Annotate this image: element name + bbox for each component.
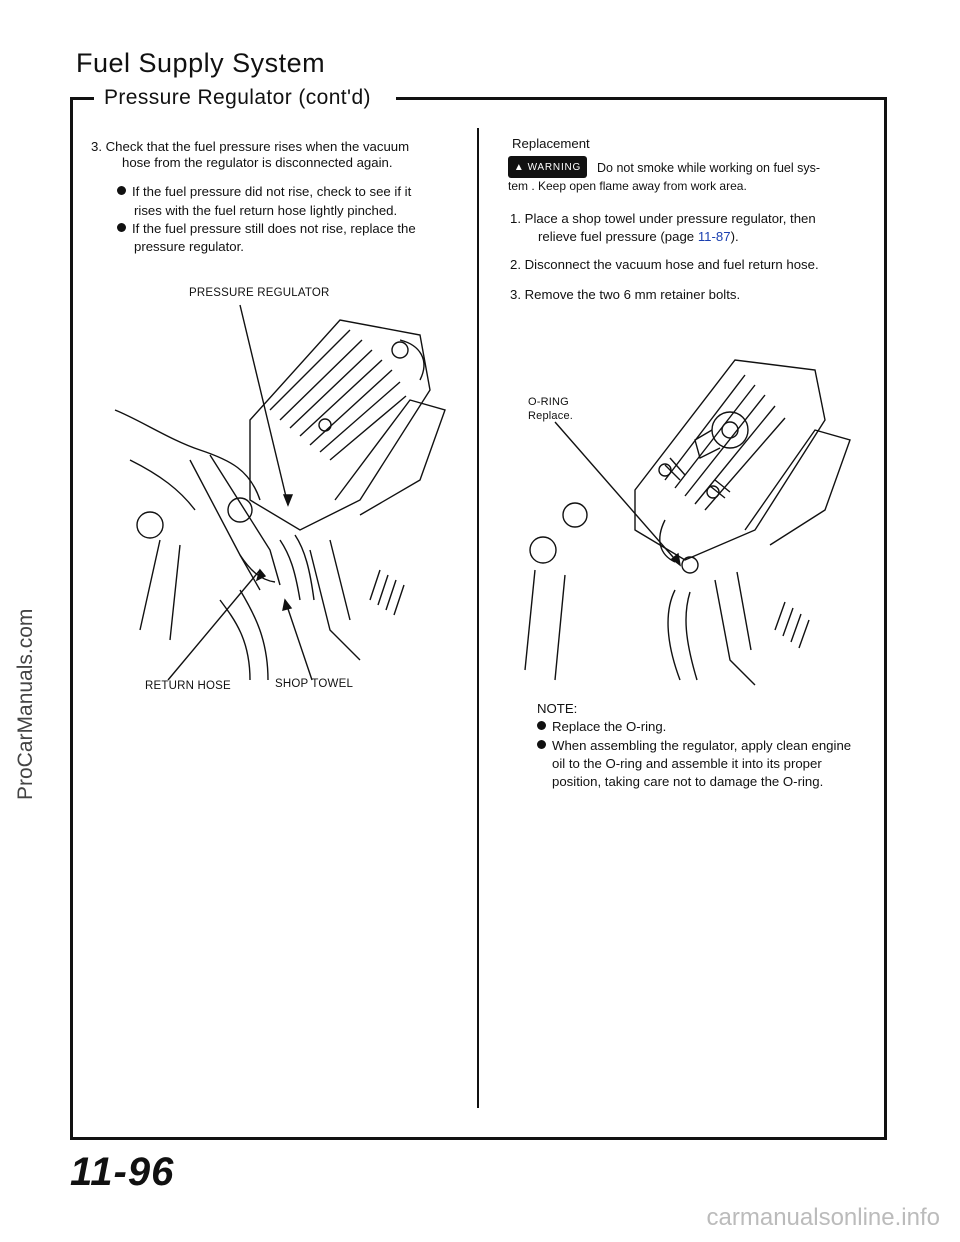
bullet-dot bbox=[117, 223, 126, 232]
note-1 bbox=[537, 718, 666, 736]
warning-badge-label: WARNING bbox=[527, 161, 582, 173]
label-return-hose: RETURN HOSE bbox=[145, 680, 231, 692]
column-divider bbox=[477, 128, 479, 1108]
warning-line-1: Do not smoke while working on fuel sys- bbox=[597, 161, 821, 175]
page-number: 11-96 bbox=[70, 1150, 175, 1194]
replace-step-3: 3. Remove the two 6 mm retainer bolts. bbox=[510, 287, 741, 302]
note-title: NOTE: bbox=[537, 701, 578, 716]
section-subtitle: Pressure Regulator (cont'd) bbox=[104, 86, 371, 109]
note-2-line-2: oil to the O-ring and assemble it into its proper bbox=[552, 756, 822, 771]
bullet-1-line-2: rises with the fuel return hose lightly pinched. bbox=[134, 203, 398, 218]
note-2-line-3: position, taking care not to damage the O-ring. bbox=[552, 774, 824, 789]
figure-regulator-replacement bbox=[515, 340, 865, 695]
bullet-1-line-1: If the fuel pressure did not rise, check to see if it bbox=[132, 184, 412, 199]
footer-watermark: carmanualsonline.info bbox=[706, 1204, 940, 1231]
bullet-2 bbox=[117, 220, 416, 238]
bullet-2-line-2: pressure regulator. bbox=[134, 239, 244, 254]
replace-step-2: 2. Disconnect the vacuum hose and fuel return hose. bbox=[510, 257, 819, 272]
label-shop-towel: SHOP TOWEL bbox=[275, 678, 354, 690]
replace-step-1-line-1: 1. Place a shop towel under pressure regulator, then bbox=[510, 211, 816, 226]
bullet-dot bbox=[117, 186, 126, 195]
label-oring: O-RING bbox=[528, 396, 569, 408]
page-title: Fuel Supply System bbox=[76, 48, 326, 78]
page-link-11-87[interactable]: 11-87 bbox=[697, 229, 731, 244]
figure-pressure-regulator-check bbox=[100, 300, 470, 695]
step-3-line-2: hose from the regulator is disconnected again. bbox=[122, 155, 393, 170]
warning-triangle-icon: ▲ bbox=[513, 161, 525, 173]
side-watermark: ProCarManuals.com bbox=[14, 608, 37, 800]
replace-step-1-line-2 bbox=[538, 228, 739, 246]
note-2-line-1: When assembling the regulator, apply clean engine bbox=[552, 738, 852, 753]
note-2 bbox=[537, 737, 851, 755]
replacement-heading: Replacement bbox=[512, 136, 590, 151]
bullet-2-line-1: If the fuel pressure still does not rise, replace the bbox=[132, 221, 416, 236]
step-1-text-pre: relieve fuel pressure (page bbox=[538, 229, 698, 244]
step-3-line-1: 3. Check that the fuel pressure rises when the vacuum bbox=[91, 139, 410, 154]
bullet-dot bbox=[537, 740, 546, 749]
label-pressure-regulator: PRESSURE REGULATOR bbox=[189, 287, 330, 299]
bullet-dot bbox=[537, 721, 546, 730]
note-1-text: Replace the O-ring. bbox=[552, 719, 667, 734]
label-oring-replace: Replace. bbox=[528, 410, 574, 422]
warning-badge bbox=[508, 156, 587, 178]
bullet-1 bbox=[117, 183, 411, 201]
step-1-text-post: ). bbox=[730, 229, 739, 244]
warning-line-2: tem . Keep open flame away from work area. bbox=[508, 179, 747, 193]
